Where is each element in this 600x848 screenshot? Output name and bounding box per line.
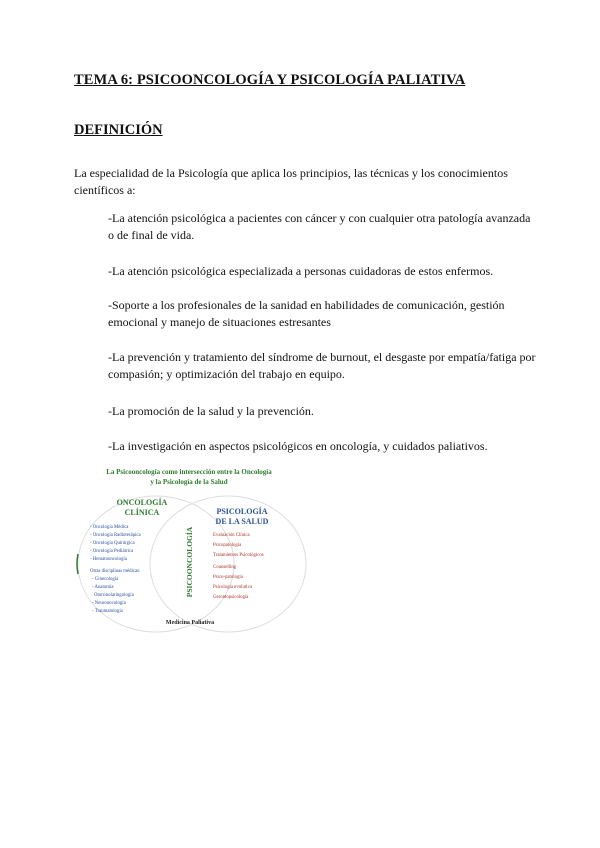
left-item: - Traumatología bbox=[92, 609, 123, 614]
venn-diagram-svg bbox=[68, 462, 310, 638]
list-item: -La atención psicológica a pacientes con cáncer y con cualquier otra patología avanzada o de final de vida. bbox=[108, 211, 531, 242]
right-item: Evaluación Clínica bbox=[213, 533, 250, 538]
left-item: - Oncología Quirúrgica bbox=[90, 541, 135, 546]
right-item: Tratamientos Psicológicos bbox=[213, 553, 264, 558]
left-item: - Ginecología bbox=[92, 577, 119, 582]
section-heading: DEFINICIÓN bbox=[74, 122, 163, 138]
right-item: Psicopatología bbox=[213, 543, 242, 548]
bottom-label: Medicina Paliativa bbox=[165, 620, 215, 626]
document-title: TEMA 6: PSICOONCOLOGÍA Y PSICOLOGÍA PALIATIVA bbox=[74, 72, 466, 88]
center-label: PSICOONCOLOGÍA bbox=[185, 526, 194, 598]
venn-diagram bbox=[68, 462, 310, 638]
right-title-2: DE LA SALUD bbox=[215, 517, 269, 526]
intro-paragraph: La especialidad de la Psicología que aplica los principios, las técnicas y los conocimientos científicos a: bbox=[74, 166, 508, 197]
left-item: Otorrinolaringología bbox=[94, 593, 134, 598]
left-title-1: ONCOLOGÍA bbox=[116, 498, 168, 507]
left-item: - Oncología Médica bbox=[90, 525, 129, 530]
left-item: - Oncología Radioterápica bbox=[90, 533, 141, 538]
left-item: - Hematooncología bbox=[90, 557, 127, 562]
left-item: - Neurooncología bbox=[92, 601, 126, 606]
left-title-2: CLÍNICA bbox=[124, 508, 160, 517]
right-item: Counselling bbox=[213, 565, 237, 570]
right-item: Psico-patología bbox=[213, 575, 243, 580]
list-item: -La prevención y tratamiento del síndrome de burnout, el desgaste por empatía/fatiga por compasión; y optimización del trabajo en equipo. bbox=[108, 350, 536, 381]
right-title-1: PSICOLOGÍA bbox=[216, 507, 268, 516]
list-item: -La investigación en aspectos psicológicos en oncología, y cuidados paliativos. bbox=[108, 439, 488, 453]
left-item: - Anatomía bbox=[92, 585, 114, 590]
left-item: - Oncología Pediátrica bbox=[90, 549, 134, 554]
figure-caption-line2: y la Psicología de la Salud bbox=[150, 478, 228, 486]
right-item: Psicología evolutiva bbox=[213, 585, 253, 590]
figure-caption-line1: La Psicooncología como intersección entre la Oncología bbox=[106, 468, 272, 476]
list-item: -La promoción de la salud y la prevención. bbox=[108, 404, 314, 418]
left-subtitle: Otras disciplinas médicas: bbox=[90, 569, 141, 574]
right-item: Gerontopsicología bbox=[213, 595, 249, 600]
list-item: -Soporte a los profesionales de la sanidad en habilidades de comunicación, gestión emocional y manejo de situaciones estresantes bbox=[108, 298, 505, 329]
list-item: -La atención psicológica especializada a personas cuidadoras de estos enfermos. bbox=[108, 264, 494, 278]
